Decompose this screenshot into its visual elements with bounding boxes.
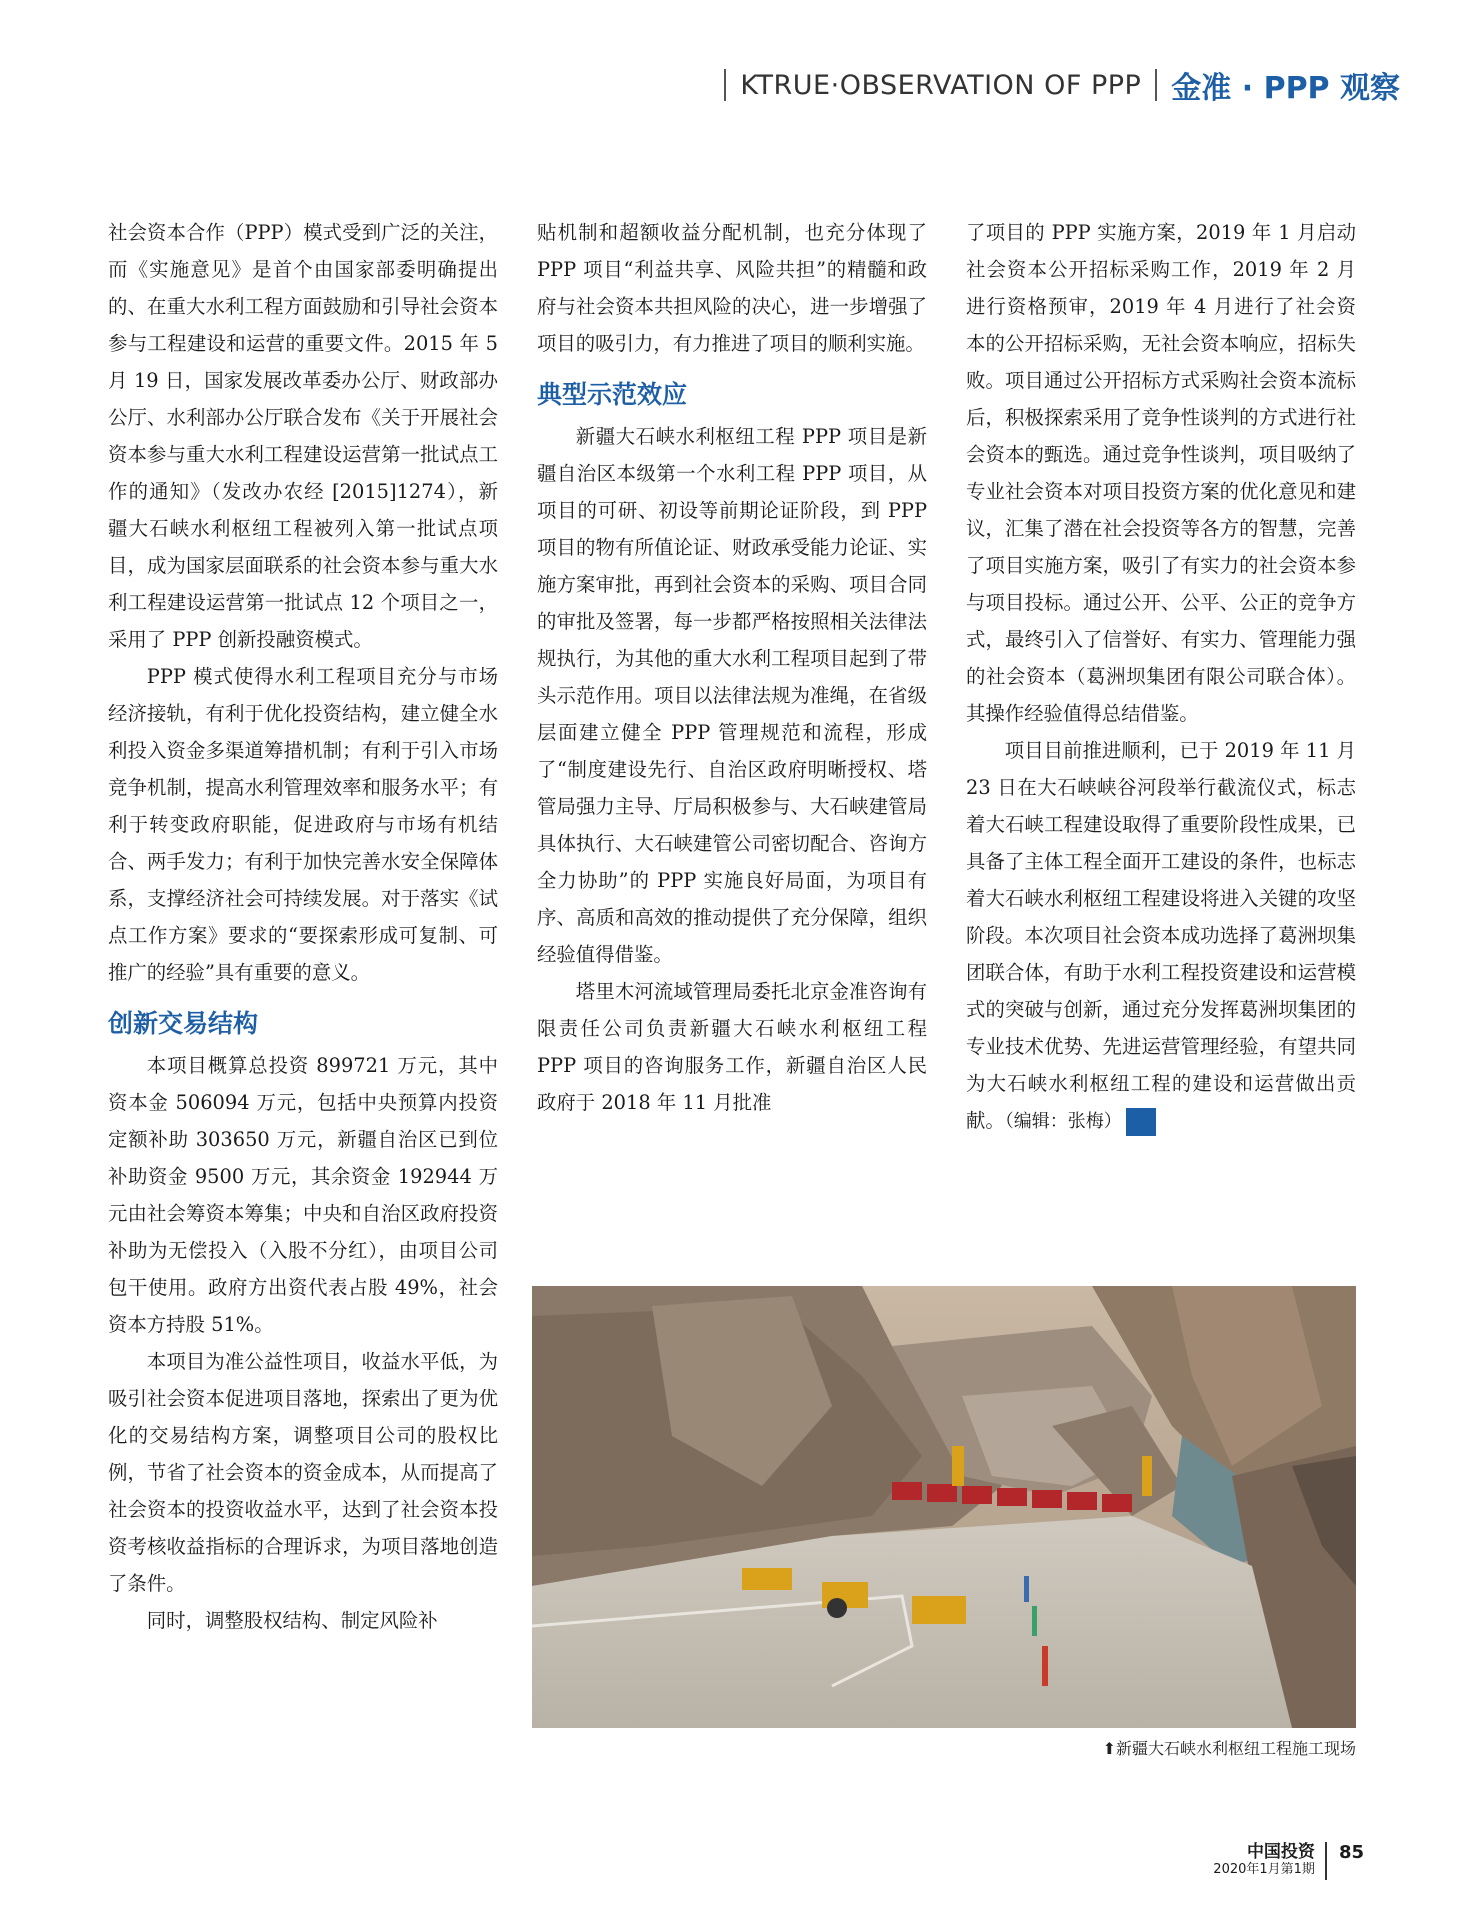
paragraph: 了项目的 PPP 实施方案，2019 年 1 月启动社会资本公开招标采购工作，2019 年 2 月进行资格预审，2019 年 4 月进行了社会资本的公开招标采购，无社会资本响应，招标失败。项目通过公开招标方式采购社会资本流标后，积极探索采用了竞争性谈判的方式进行社会资本的甄选。通过竞争性谈判，项目吸纳了专业社会资本对项目投资方案的优化意见和建议，汇集了潜在社会投资等各方的智慧，完善了项目实施方案，吸引了有实力的社会资本参与项目投标。通过公开、公平、公正的竞争方式，最终引入了信誉好、有实力、管理能力强的社会资本（葛洲坝集团有限公司联合体）。其操作经验值得总结借鉴。 xyxy=(966,221,1356,725)
paragraph: 本项目概算总投资 899721 万元，其中资本金 506094 万元，包括中央预算内投资定额补助 303650 万元，新疆自治区已到位补助资金 9500 万元，其余资金 192944 万元由社会筹资本筹集；中央和自治区政府投资补助为无偿投入（入股不分红），由项目公司包干使用。政府方出资代表占股 49%，社会资本方持股 51%。 xyxy=(108,1054,498,1336)
issue-date: 2020年1月第1期 xyxy=(1213,1862,1315,1877)
paragraph: 塔里木河流域管理局委托北京金准咨询有限责任公司负责新疆大石峡水利枢纽工程 PPP 项目的咨询服务工作，新疆自治区人民政府于 2018 年 11 月批准 xyxy=(537,980,927,1114)
paragraph xyxy=(966,732,1356,1140)
photo-illustration xyxy=(532,1286,1356,1728)
paragraph-text: 项目目前推进顺利，已于 2019 年 11 月 23 日在大石峡峡谷河段举行截流仪式，标志着大石峡工程建设取得了重要阶段性成果，已具备了主体工程全面开工建设的条件，也标志着大石峡水利枢纽工程建设将进入关键的攻坚阶段。本次项目社会资本成功选择了葛洲坝集团联合体，有助于水利工程投资建设和运营模式的突破与创新，通过充分发挥葛洲坝集团的专业技术优势、先进运营管理经验，有望共同为大石峡水利枢纽工程的建设和运营做出贡献。 xyxy=(966,739,1356,1132)
paragraph: 社会资本合作（PPP）模式受到广泛的关注，而《实施意见》是首个由国家部委明确提出的、在重大水利工程方面鼓励和引导社会资本参与工程建设和运营的重要文件。2015 年 5 月 19 日，国家发展改革委办公厅、财政部办公厅、水利部办公厅联合发布《关于开展社会资本参与重大水利工程建设运营第一批试点工作的通知》（发改办农经 [2015]1274），新疆大石峡水利枢纽工程被列入第一批试点项目，成为国家层面联系的社会资本参与重大水利工程建设运营第一批试点 12 个项目之一，采用了 PPP 创新投融资模式。 xyxy=(108,221,498,651)
header-divider xyxy=(724,69,726,101)
paragraph: 贴机制和超额收益分配机制，也充分体现了 PPP 项目“利益共享、风险共担”的精髓和政府与社会资本共担风险的决心，进一步增强了项目的吸引力，有力推进了项目的顺利实施。 xyxy=(537,221,927,355)
text-column-3 xyxy=(966,214,1356,1140)
section-heading: 典型示范效应 xyxy=(537,380,688,409)
text-column-1 xyxy=(108,214,498,1639)
header-chinese-title: 金准 · PPP 观察 xyxy=(1171,71,1400,106)
paragraph: PPP 模式使得水利工程项目充分与市场经济接轨，有利于优化投资结构，建立健全水利投入资金多渠道筹措机制；有利于引入市场竞争机制，提高水利管理效率和服务水平；有利于转变政府职能，促进政府与市场有机结合、两手发力；有利于加快完善水安全保障体系，支撑经济社会可持续发展。对于落实《试点工作方案》要求的“要探索形成可复制、可推广的经验”具有重要的意义。 xyxy=(108,665,498,984)
header-english-title: KTRUE·OBSERVATION OF PPP xyxy=(740,69,1142,101)
section-heading: 创新交易结构 xyxy=(108,1009,259,1038)
header-divider xyxy=(1155,69,1157,101)
photo-caption: ⬆新疆大石峡水利枢纽工程施工现场 xyxy=(1102,1739,1356,1758)
running-header xyxy=(710,62,1400,108)
editor-credit: （编辑：张梅） xyxy=(1004,1111,1122,1132)
page-footer xyxy=(1213,1842,1364,1880)
page-number: 85 xyxy=(1338,1842,1364,1863)
magazine-logo-icon: TZ xyxy=(1126,1108,1156,1136)
paragraph: 同时，调整股权结构、制定风险补 xyxy=(146,1609,438,1632)
magazine-name: 中国投资 xyxy=(1246,1842,1315,1862)
paragraph: 本项目为准公益性项目，收益水平低，为吸引社会资本促进项目落地，探索出了更为优化的交易结构方案，调整项目公司的股权比例，节省了社会资本的资金成本，从而提高了社会资本的投资收益水平，达到了社会资本投资考核收益指标的合理诉求，为项目落地创造了条件。 xyxy=(108,1350,498,1595)
construction-site-photo xyxy=(532,1286,1356,1728)
magazine-info xyxy=(1213,1842,1315,1878)
text-column-2 xyxy=(537,214,927,1121)
paragraph: 新疆大石峡水利枢纽工程 PPP 项目是新疆自治区本级第一个水利工程 PPP 项目，从项目的可研、初设等前期论证阶段，到 PPP 项目的物有所值论证、财政承受能力论证、实施方案审批，再到社会资本的采购、项目合同的审批及签署，每一步都严格按照相关法律法规执行，为其他的重大水利工程项目起到了带头示范作用。项目以法律法规为准绳，在省级层面建立健全 PPP 管理规范和流程，形成了“制度建设先行、自治区政府明晰授权、塔管局强力主导、厅局积极参与、大石峡建管局具体执行、大石峡建管公司密切配合、咨询方全力协助”的 PPP 实施良好局面，为项目有序、高质和高效的推动提供了充分保障，组织经验值得借鉴。 xyxy=(537,425,927,966)
footer-divider xyxy=(1325,1842,1327,1880)
